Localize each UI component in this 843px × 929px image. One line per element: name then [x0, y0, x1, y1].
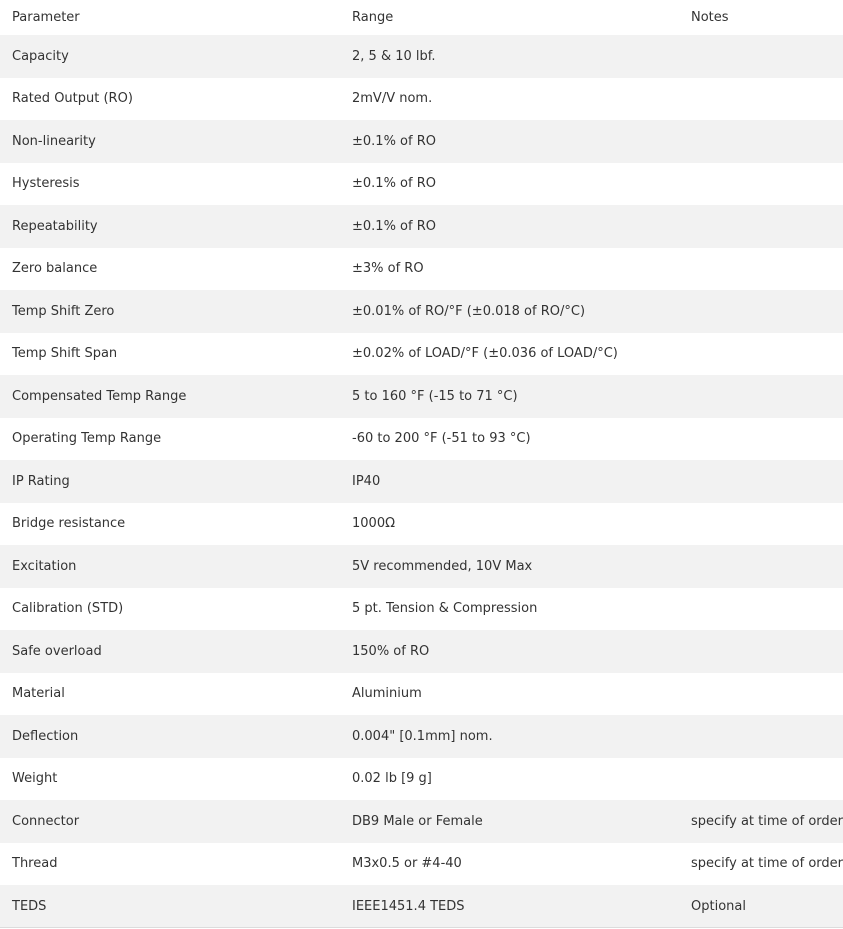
- cell-notes: [679, 35, 843, 78]
- table-row: [0, 715, 843, 758]
- cell-notes: [679, 120, 843, 163]
- table-row: [0, 545, 843, 588]
- cell-range: -60 to 200 °F (-51 to 93 °C): [352, 431, 531, 447]
- cell-notes: [679, 333, 843, 376]
- cell-notes: [679, 78, 843, 121]
- table-row: [0, 843, 843, 886]
- cell-range: ±0.1% of RO: [352, 218, 436, 234]
- table-row: [0, 290, 843, 333]
- cell-parameter: Temp Shift Span: [12, 346, 118, 362]
- cell-range: 2, 5 & 10 lbf.: [352, 48, 436, 64]
- header-parameter: Parameter: [12, 10, 80, 25]
- cell-range: ±3% of RO: [352, 261, 424, 277]
- cell-parameter: Weight: [12, 771, 58, 787]
- table-row: [0, 460, 843, 503]
- cell-notes: [679, 290, 843, 333]
- table-header: [0, 0, 843, 35]
- cell-notes: specify at time of order: [691, 856, 843, 872]
- cell-notes: [679, 545, 843, 588]
- cell-parameter: Thread: [12, 856, 58, 872]
- table-row: [0, 418, 843, 461]
- header-row: [0, 0, 843, 35]
- cell-parameter: Excitation: [12, 558, 77, 574]
- cell-notes: [679, 163, 843, 206]
- cell-parameter: Capacity: [12, 48, 69, 64]
- cell-range: 0.02 lb [9 g]: [352, 771, 432, 787]
- cell-parameter: Material: [12, 686, 65, 702]
- table-row: [0, 885, 843, 928]
- cell-range: IP40: [352, 473, 381, 489]
- cell-notes: [679, 673, 843, 716]
- cell-parameter: Hysteresis: [12, 176, 80, 192]
- cell-notes: [679, 715, 843, 758]
- cell-notes: specify at time of order: [691, 813, 843, 829]
- cell-notes: [679, 758, 843, 801]
- table-row: [0, 35, 843, 78]
- table-row: [0, 758, 843, 801]
- cell-range: 0.004" [0.1mm] nom.: [352, 728, 493, 744]
- table-row: [0, 630, 843, 673]
- cell-range: DB9 Male or Female: [352, 813, 483, 829]
- table-body: [0, 35, 843, 928]
- cell-range: 1000Ω: [352, 516, 396, 532]
- table-row: [0, 588, 843, 631]
- cell-range: 5V recommended, 10V Max: [352, 558, 533, 574]
- cell-notes: Optional: [691, 898, 746, 914]
- cell-range: 5 pt. Tension & Compression: [352, 601, 538, 617]
- cell-parameter: Repeatability: [12, 218, 98, 234]
- cell-range: 5 to 160 °F (-15 to 71 °C): [352, 388, 518, 404]
- cell-parameter: Safe overload: [12, 643, 102, 659]
- cell-notes: [679, 205, 843, 248]
- cell-range: ±0.1% of RO: [352, 176, 436, 192]
- table-row: [0, 205, 843, 248]
- table-row: [0, 333, 843, 376]
- header-range: Range: [352, 10, 394, 25]
- cell-parameter: Zero balance: [12, 261, 98, 277]
- cell-range: IEEE1451.4 TEDS: [352, 898, 465, 914]
- table-row: [0, 503, 843, 546]
- cell-notes: [679, 630, 843, 673]
- cell-parameter: Bridge resistance: [12, 516, 126, 532]
- cell-parameter: Calibration (STD): [12, 601, 124, 617]
- cell-notes: [679, 588, 843, 631]
- cell-notes: [679, 248, 843, 291]
- cell-parameter: Temp Shift Zero: [12, 303, 115, 319]
- cell-parameter: Deflection: [12, 728, 79, 744]
- table-row: [0, 800, 843, 843]
- table-row: [0, 163, 843, 206]
- table-row: [0, 248, 843, 291]
- table-row: [0, 78, 843, 121]
- cell-range: ±0.02% of LOAD/°F (±0.036 of LOAD/°C): [352, 346, 618, 362]
- cell-range: ±0.1% of RO: [352, 133, 436, 149]
- cell-parameter: IP Rating: [12, 473, 70, 489]
- cell-parameter: Non-linearity: [12, 133, 96, 149]
- cell-parameter: Connector: [12, 813, 80, 829]
- table-row: [0, 120, 843, 163]
- cell-range: Aluminium: [352, 686, 422, 702]
- cell-parameter: Operating Temp Range: [12, 431, 162, 447]
- table-row: [0, 673, 843, 716]
- cell-parameter: TEDS: [12, 898, 47, 914]
- cell-parameter: Compensated Temp Range: [12, 388, 187, 404]
- cell-notes: [679, 418, 843, 461]
- header-notes: Notes: [691, 10, 729, 25]
- cell-notes: [679, 460, 843, 503]
- cell-notes: [679, 375, 843, 418]
- cell-range: 150% of RO: [352, 643, 430, 659]
- cell-range: 2mV/V nom.: [352, 91, 433, 107]
- cell-range: M3x0.5 or #4-40: [352, 856, 462, 872]
- cell-parameter: Rated Output (RO): [12, 91, 133, 107]
- cell-notes: [679, 503, 843, 546]
- table-row: [0, 375, 843, 418]
- cell-range: ±0.01% of RO/°F (±0.018 of RO/°C): [352, 303, 586, 319]
